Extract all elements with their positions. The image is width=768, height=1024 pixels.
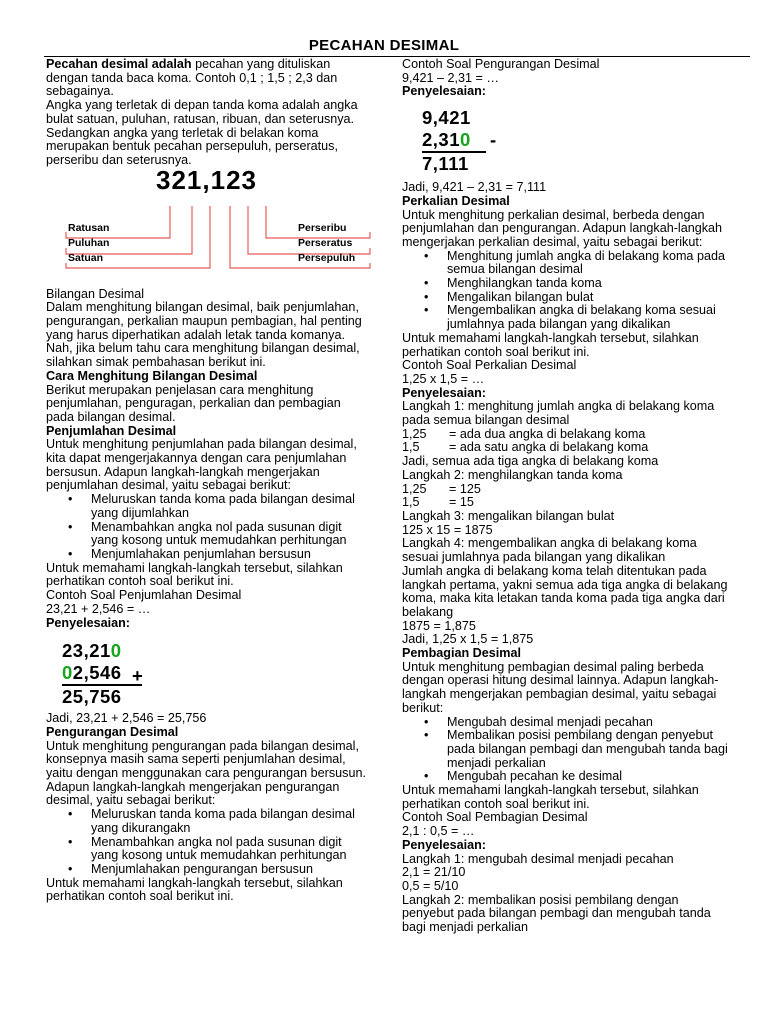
penyelesaian-label: Penyelesaian:: [402, 84, 487, 99]
contoh-pembagian: Contoh Soal Pembagian Desimal: [402, 810, 588, 825]
penjumlahan-text: Untuk menghitung penjumlahan pada bilangan desimal, kita dapat mengerjakannya dengan cara penjumlahan bersusun. Adapun langkah-langkah mengerjakan penjumlahan desimal, yaitu sebagai berikut:: [46, 437, 357, 493]
jadi-perkalian: Jadi, 1,25 x 1,5 = 1,875: [402, 632, 534, 647]
subtraction-working: [422, 107, 497, 175]
place-value-paragraph: Angka yang terletak di depan tanda koma adalah angka bulat satuan, puluhan, ratusan, ribuan, dan seterusnya. Sedangkan angka yang terletak di belakan koma merupakan bentuk pecahan persepuluh, perseratus, perseribu dan seterusnya.: [46, 98, 358, 167]
intro-term: Pecahan desimal adalah: [46, 57, 192, 71]
calculation-intro: Dalam menghitung bilangan desimal, baik penjumlahan, pengurangan, perkalian maupun pembagian, hal penting yang harus diperhatikan adalah letak tanda komanya. Nah, jika belum tahu cara menghitung bilangan desimal, silahkan simak pembahasan berikut ini.: [46, 300, 362, 370]
pengurangan-outro: Untuk memahami langkah-langkah tersebut, silahkan perhatikan contoh soal berikut ini.: [46, 875, 343, 904]
pembagian-row: 0,5 = 5/10: [402, 878, 459, 893]
soal-penjumlahan: 23,21 + 2,546 = …: [46, 601, 151, 616]
list-item: • Mengalikan bilangan bulat: [402, 291, 732, 305]
list-item: • Menjumlahakan penjumlahan bersusun: [46, 548, 372, 562]
right-column: [402, 58, 732, 935]
list-item: • Menambahkan angka nol pada susunan digit yang kosong untuk memudahkan perhitungan: [46, 836, 372, 863]
langkah-1-jadi: Jadi, semua ada tiga angka di belakang koma: [402, 454, 659, 469]
list-item: • Mengembalikan angka di belakang koma sesuai jumlahnya pada bilangan yang dikalikan: [402, 304, 732, 331]
label-persepuluh: Persepuluh: [298, 251, 356, 264]
contoh-penjumlahan: Contoh Soal Penjumlahan Desimal: [46, 588, 242, 603]
intro-paragraph: [46, 58, 372, 99]
langkah-2-row: 1,25 = 125: [402, 481, 481, 496]
intro-definition: pecahan yang dituliskan dengan tanda baca koma. Contoh 0,1 ; 1,5 ; 2,3 dan sebagainya.: [46, 57, 338, 99]
langkah-3: Langkah 3: mengalikan bilangan bulat: [402, 508, 615, 523]
heading-perkalian: Perkalian Desimal: [402, 193, 510, 208]
langkah-1-row: 1,5 = ada satu angka di belakang koma: [402, 440, 649, 455]
label-ratusan: Ratusan: [68, 221, 110, 234]
list-item: • Meluruskan tanda koma pada bilangan desimal yang dikurangakn: [46, 808, 372, 835]
langkah-1-row: 1,25 = ada dua angka di belakang koma: [402, 426, 646, 441]
pembagian-row: 2,1 = 21/10: [402, 865, 466, 880]
penjumlahan-steps: [46, 493, 372, 562]
list-item: • Menghilangkan tanda koma: [402, 277, 732, 291]
plus-sign: +: [132, 665, 144, 687]
perkalian-outro: Untuk memahami langkah-langkah tersebut, silahkan perhatikan contoh soal berikut ini.: [402, 330, 699, 359]
label-perseratus: Perseratus: [298, 236, 353, 249]
jadi-pengurangan: Jadi, 9,421 – 2,31 = 7,111: [402, 180, 547, 195]
pembagian-steps: [402, 716, 732, 785]
minuend: 9,421: [422, 107, 471, 129]
langkah-4-calc: 1875 = 1,875: [402, 618, 476, 633]
list-item: • Membalikan posisi pembilang dengan penyebut pada bilangan pembagi dan mengubah tanda bagi menjadi perkalian: [402, 729, 732, 770]
diagram-caption: Bilangan Desimal: [46, 286, 145, 301]
addend-2: 02,546: [62, 662, 122, 684]
pembagian-outro: Untuk memahami langkah-langkah tersebut, silahkan perhatikan contoh soal berikut ini.: [402, 783, 699, 811]
left-column: [46, 58, 372, 904]
soal-pengurangan: 9,421 – 2,31 = …: [402, 70, 499, 85]
padding-zero: 0: [460, 129, 471, 151]
pengurangan-text: Untuk menghitung pengurangan pada bilangan desimal, konsepnya masih sama seperti penjumlahan desimal, yaitu dengan menggunakan cara pengurangan bersusun. Adapun langkah-langkah mengerjakan pengurangan desimal, yaitu sebagai berikut:: [46, 738, 366, 808]
label-perseribu: Perseribu: [298, 221, 347, 234]
perkalian-steps: [402, 250, 732, 332]
contoh-perkalian: Contoh Soal Perkalian Desimal: [402, 358, 577, 373]
penjumlahan-outro: Untuk memahami langkah-langkah tersebut, silahkan perhatikan contoh soal berikut ini.: [46, 560, 343, 589]
addition-working: [62, 640, 142, 708]
pengurangan-steps: [46, 808, 372, 877]
page-title: PECAHAN DESIMAL: [308, 37, 460, 54]
penyelesaian-label: Penyelesaian:: [402, 837, 487, 852]
list-item: • Menghitung jumlah angka di belakang koma pada semua bilangan desimal: [402, 250, 732, 277]
list-item: • Menjumlahakan pengurangan bersusun: [46, 863, 372, 877]
list-item: • Mengubah pecahan ke desimal: [402, 770, 732, 784]
padding-zero: 0: [110, 640, 122, 662]
jadi-penjumlahan: Jadi, 23,21 + 2,546 = 25,756: [46, 711, 207, 726]
diagram-number: 321,123: [156, 164, 257, 195]
langkah-1: Langkah 1: menghitung jumlah angka di belakang koma pada semua bilangan desimal: [402, 399, 715, 428]
langkah-3-calc: 125 x 15 = 1875: [402, 522, 493, 537]
pembagian-text: Untuk menghitung pembagian desimal paling berbeda dengan operasi hitung desimal lainnya. Adapun langkah-langkah mengerjakan pembagian desimal, yaitu sebagai berikut:: [402, 659, 719, 715]
penyelesaian-label: Penyelesaian:: [402, 385, 487, 400]
sum-result: 25,756: [62, 684, 142, 708]
label-satuan: Satuan: [68, 251, 104, 264]
penyelesaian-label: Penyelesaian:: [46, 615, 131, 630]
list-item: • Meluruskan tanda koma pada bilangan desimal yang dijumlahkan: [46, 493, 372, 520]
addend-1: 23,210: [62, 640, 122, 662]
langkah-4-text: Jumlah angka di belakang koma telah ditentukan pada langkah pertama, yakni semua ada tiga angka di belakang koma, maka kita letakan tanda koma pada tiga angka dari belakang: [402, 563, 728, 619]
padding-zero: 0: [62, 662, 73, 684]
list-item: • Menambahkan angka nol pada susunan digit yang kosong untuk memudahkan perhitungan: [46, 521, 372, 548]
label-puluhan: Puluhan: [68, 236, 110, 249]
langkah-2: Langkah 2: menghilangkan tanda koma: [402, 467, 623, 482]
pembagian-langkah-2: Langkah 2: membalikan posisi pembilang dengan penyebut pada bilangan pembagi dan mengubah tanda bagi menjadi perkalian: [402, 892, 711, 935]
langkah-2-row: 1,5 = 15: [402, 495, 474, 510]
difference-result: 7,111: [422, 151, 486, 175]
place-value-diagram: [46, 164, 372, 284]
heading-cara: Cara Menghitung Bilangan Desimal: [46, 368, 258, 383]
minus-sign: -: [490, 129, 497, 151]
soal-perkalian: 1,25 x 1,5 = …: [402, 371, 485, 386]
cara-text: Berikut merupakan penjelasan cara menghitung penjumlahan, penguragan, perkalian dan pembagian pada bilangan desimal.: [46, 382, 341, 424]
subtrahend: 2,310: [422, 129, 471, 151]
langkah-4: Langkah 4: mengembalikan angka di belakang koma sesuai jumlahnya pada bilangan yang dikalikan: [402, 536, 697, 565]
perkalian-text: Untuk menghitung perkalian desimal, berbeda dengan penjumlahan dan pengurangan. Adapun langkah-langkah mengerjakan perkalian desimal, yaitu sebagai berikut:: [402, 207, 723, 249]
heading-pengurangan: Pengurangan Desimal: [46, 724, 179, 739]
heading-pembagian: Pembagian Desimal: [402, 646, 521, 661]
contoh-pengurangan: Contoh Soal Pengurangan Desimal: [402, 57, 600, 71]
heading-penjumlahan: Penjumlahan Desimal: [46, 423, 177, 438]
soal-pembagian: 2,1 : 0,5 = …: [402, 824, 475, 839]
pembagian-langkah-1: Langkah 1: mengubah desimal menjadi pecahan: [402, 851, 674, 866]
list-item: • Mengubah desimal menjadi pecahan: [402, 716, 732, 730]
